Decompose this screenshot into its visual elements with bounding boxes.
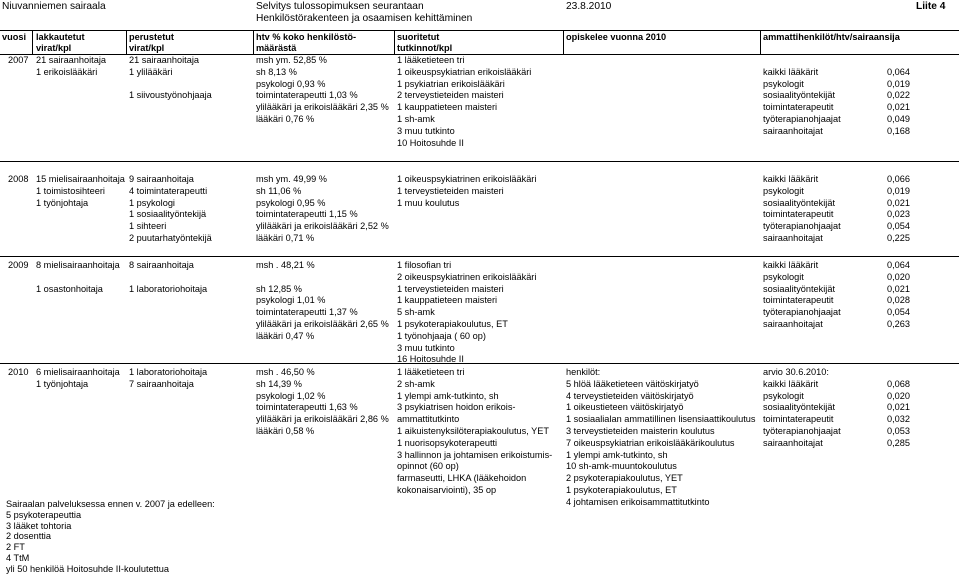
- row-htv: msh ym. 52,85 % sh 8,13 % psykologi 0,93 % toimintaterapeutti 1,03 % ylilääkäri ja erikoislääkäri 2,35 % lääkäri 0,76 %: [256, 55, 389, 124]
- table-top-border: [0, 30, 959, 31]
- col-header-opiskelee: opiskelee vuonna 2010: [566, 32, 667, 42]
- row-htv: msh . 48,21 % sh 12,85 % psykologi 1,01 % toimintaterapeutti 1,37 % ylilääkäri ja erikoislääkäri 2,65 % lääkäri 0,47 %: [256, 260, 389, 341]
- row-year: 2008: [8, 174, 29, 184]
- row-ammatti-labels: kaikki lääkärit psykologit sosiaalityöntekijät toimintaterapeutit työterapianohjaajat sairaanhoitajat: [763, 260, 841, 329]
- row-htv: msh . 46,50 % sh 14,39 % psykologi 1,02 % toimintaterapeutti 1,63 % ylilääkäri ja erikoislääkäri 2,86 % lääkäri 0,58 %: [256, 367, 389, 436]
- row-divider: [0, 256, 959, 257]
- row-year: 2009: [8, 260, 29, 270]
- row-ammatti-labels: arvio 30.6.2010: kaikki lääkärit psykologit sosiaalityöntekijät toimintaterapeutit työterapianohjaajat sairaanhoitajat: [763, 367, 841, 448]
- row-divider: [0, 363, 959, 364]
- row-ammatti-labels: kaikki lääkärit psykologit sosiaalityöntekijät toimintaterapeutit työterapianohjaajat sairaanhoitajat: [763, 174, 841, 243]
- document-title: Selvitys tulossopimuksen seurantaan: [256, 1, 424, 12]
- row-lakkautetut: 15 mielisairaanhoitaja 1 toimistosihteeri 1 työnjohtaja: [36, 174, 125, 208]
- row-perustetut: 9 sairaanhoitaja 4 toimintaterapeutti 1 psykologi 1 sosiaalityöntekijä 1 sihteeri 2 puutarhatyöntekijä: [129, 174, 212, 243]
- document-date: 23.8.2010: [566, 1, 612, 12]
- col-header-perustetut-unit: virat/kpl: [129, 43, 165, 53]
- col-header-perustetut: perustetut: [129, 32, 174, 42]
- row-tutkinnot: 1 oikeuspsykiatrinen erikoislääkäri 1 terveystieteiden maisteri 1 muu koulutus: [397, 174, 537, 208]
- header-divider: [563, 30, 564, 54]
- row-ammatti-values: 0,064 0,020 0,021 0,028 0,054 0,263: [887, 260, 910, 329]
- row-year: 2007: [8, 55, 29, 65]
- col-header-lakkautetut: lakkautetut: [36, 32, 85, 42]
- row-tutkinnot: 1 filosofian tri 2 oikeuspsykiatrinen erikoislääkäri 1 terveystieteiden maisteri 1 kauppatieteen maisteri 5 sh-amk 1 psykoterapiakoulutus, ET 1 työnohjaaja ( 60 op) 3 muu tutkinto 16 Hoitosuhde II: [397, 260, 537, 365]
- row-tutkinnot: 1 lääketieteen tri 2 sh-amk 1 ylempi amk-tutkinto, sh 3 psykiatrisen hoidon erikois- ammattitutkinto 1 aikuistenyksilöterapiakoulutus, YET 1 nuorisopsykoterapeutti 3 hallinnon ja johtamisen erikoistumis- opinnot (60 op) farmaseutti, LHKA (lääkehoidon kokonaisarviointi), 35 op: [397, 367, 553, 495]
- col-header-lakkautetut-unit: virat/kpl: [36, 43, 72, 53]
- col-header-year: vuosi: [2, 32, 26, 42]
- col-header-htv-unit: määrästä: [256, 43, 297, 53]
- row-perustetut: 8 sairaanhoitaja 1 laboratoriohoitaja: [129, 260, 208, 294]
- header-divider: [32, 30, 33, 54]
- header-divider: [253, 30, 254, 54]
- col-header-tutkinnot: suoritetut: [397, 32, 440, 42]
- row-htv: msh ym. 49,99 % sh 11,06 % psykologi 0,95 % toimintaterapeutti 1,15 % ylilääkäri ja erikoislääkäri 2,52 % lääkäri 0,71 %: [256, 174, 389, 243]
- row-ammatti-values: 0,066 0,019 0,021 0,023 0,054 0,225: [887, 174, 910, 243]
- row-year: 2010: [8, 367, 29, 377]
- col-header-htv: htv % koko henkilöstö-: [256, 32, 357, 42]
- row-perustetut: 21 sairaanhoitaja 1 ylilääkäri 1 siivoustyönohjaaja: [129, 55, 212, 101]
- header-divider: [760, 30, 761, 54]
- row-divider: [0, 161, 959, 162]
- attachment-label: Liite 4: [916, 1, 946, 12]
- header-divider: [394, 30, 395, 54]
- col-header-ammatti: ammattihenkilöt/htv/sairaansija: [763, 32, 900, 42]
- col-header-tutkinnot-unit: tutkinnot/kpl: [397, 43, 453, 53]
- footnote: Sairaalan palveluksessa ennen v. 2007 ja edelleen: 5 psykoterapeuttia 3 lääket tohtoria 2 dosenttia 2 FT 4 TtM yli 50 henkilöä Hoitosuhde II-koulutettua: [6, 499, 215, 574]
- row-ammatti-values: 0,064 0,019 0,022 0,021 0,049 0,168: [887, 66, 910, 136]
- row-perustetut: 1 laboratoriohoitaja 7 sairaanhoitaja: [129, 367, 208, 389]
- row-lakkautetut: 6 mielisairaanhoitaja 1 työnjohtaja: [36, 367, 120, 389]
- header-divider: [126, 30, 127, 54]
- row-tutkinnot: 1 lääketieteen tri 1 oikeuspsykiatrian erikoislääkäri 1 psykiatrian erikoislääkäri 2 terveystieteiden maisteri 1 kauppatieteen maisteri 1 sh-amk 3 muu tutkinto 10 Hoitosuhde II: [397, 55, 532, 148]
- org-name: Niuvanniemen sairaala: [2, 1, 106, 12]
- row-ammatti-labels: kaikki lääkärit psykologit sosiaalityöntekijät toimintaterapeutit työterapianohjaajat sairaanhoitajat: [763, 66, 841, 136]
- row-lakkautetut: 8 mielisairaanhoitaja 1 osastonhoitaja: [36, 260, 120, 294]
- row-lakkautetut: 21 sairaanhoitaja 1 erikoislääkäri: [36, 55, 106, 77]
- row-opiskelee: henkilöt: 5 hlöä lääketieteen väitöskirjatyö 4 terveystieteiden väitöskirjatyö 1 oikeustieteen väitöskirjatyö 1 sosiaalialan ammatillinen lisensiaattikoulutus 3 terveystieteiden maisterin koulutus 7 oikeuspsykiatrian erikoislääkärikoulutus 1 ylempi amk-tutkinto, sh 10 sh-amk-muuntokoulutus 2 psykoterapiakoulutus, YET 1 psykoterapiakoulutus, ET 4 johtamisen erikoisammattitutkinto: [566, 367, 756, 507]
- document-subtitle: Henkilöstörakenteen ja osaamisen kehittäminen: [256, 13, 473, 24]
- row-ammatti-values: 0,068 0,020 0,021 0,032 0,053 0,285: [887, 378, 910, 448]
